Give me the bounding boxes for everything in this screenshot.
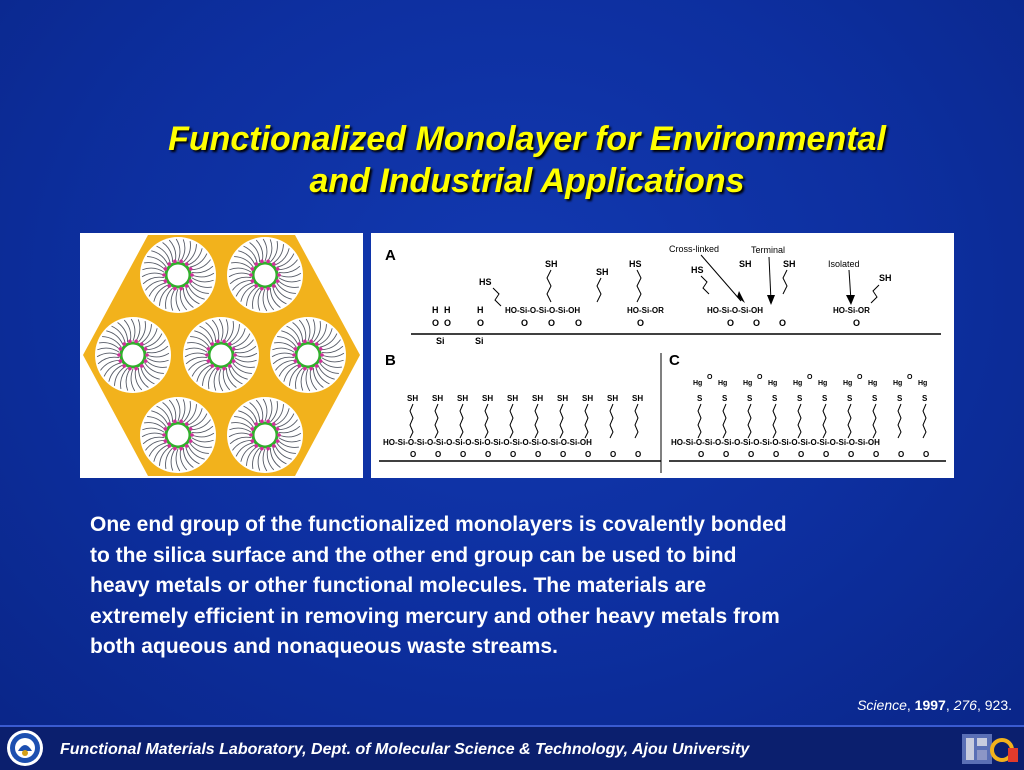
micelle-pore [95,317,171,393]
monolayer-schematic-image [371,233,954,478]
si-label: Si [436,336,445,346]
hs-label: HS [691,265,704,275]
hosior-label: HO-Si-OR [627,306,664,315]
sh-label: SH [607,394,619,403]
crosslinked-chain-1 [479,259,609,328]
sh-label: SH [457,394,469,403]
title-line-1: Functionalized Monolayer for Environmental [168,120,886,158]
s-label: S [722,394,728,403]
o-label: O [823,450,830,459]
micelle-pore [227,237,303,313]
s-label: S [872,394,878,403]
o-label: O [637,318,645,328]
o-label: O [907,374,913,381]
description-line-4: extremely efficient in removing mercury and other heavy metals from [90,604,780,628]
description-line-1: One end group of the functionalized monolayers is covalently bonded [90,513,787,536]
description-line-2: to the silica surface and the other end group can be used to bind [90,543,737,567]
citation-year: 1997 [914,697,946,713]
sh-label: SH [783,259,796,269]
bare-silica-group [432,305,484,346]
sh-label: SH [632,394,644,403]
panel-b-monolayer [379,353,661,473]
description-line-5: both aqueous and nonaqueous waste streams. [90,635,558,658]
citation-page: 923. [984,697,1012,713]
o-label: O [435,450,442,459]
sh-label: SH [739,259,752,269]
siloxane-label-2: HO-Si-O-Si-OH [707,306,763,315]
s-label: S [797,394,803,403]
cross-linked-label: Cross-linked [669,244,720,254]
footer-bar [0,725,1024,770]
hg-label: Hg [843,380,853,387]
o-label: O [757,374,763,381]
s-label: S [697,394,703,403]
citation-journal: Science [857,697,907,713]
sh-label: SH [482,394,494,403]
o-label: O [432,318,440,328]
sh-label: SH [507,394,519,403]
micelle-pore [140,237,216,313]
panel-label-a: A [385,247,396,264]
o-label: O [635,450,642,459]
hg-label: Hg [818,380,828,387]
o-label: O [575,318,583,328]
hg-label: Hg [743,380,753,387]
s-label: S [897,394,903,403]
sh-label: SH [582,394,594,403]
s-label: S [822,394,828,403]
h-label: H [444,305,451,315]
micelle-pore [270,317,346,393]
citation-sep: , [945,697,954,713]
isolated-chain [833,270,892,328]
o-label: O [748,450,755,459]
o-label: O [923,450,930,459]
o-label: O [798,450,805,459]
description-paragraph [90,510,960,663]
hg-label: Hg [893,380,903,387]
o-label: O [779,318,787,328]
o-label: O [460,450,467,459]
hg-label: Hg [693,380,703,387]
s-label: S [922,394,928,403]
citation [857,697,1012,713]
o-label: O [510,450,517,459]
title-line-2: and Industrial Applications [309,162,745,200]
o-label: O [410,450,417,459]
si-label: Si [475,336,484,346]
citation-sep: , [976,697,985,713]
micelle-pore [183,317,259,393]
o-label: O [898,450,905,459]
o-label: O [548,318,556,328]
crosslinked-chain-2 [691,255,796,328]
o-label: O [444,318,452,328]
monolayer-schematic-figure [371,233,954,478]
o-label: O [535,450,542,459]
o-label: O [773,450,780,459]
sh-label: SH [557,394,569,403]
o-label: O [848,450,855,459]
hosior-label: HO-Si-OR [833,306,870,315]
university-seal-logo [6,729,44,767]
mesoporous-hexagon-figure [80,233,363,478]
o-label: O [610,450,617,459]
o-label: O [723,450,730,459]
description-line-3: heavy metals or other functional molecules. The materials are [90,574,707,597]
citation-sep: , [906,697,915,713]
h-label: H [477,305,484,315]
siloxane-label: HO-Si-O-Si-O-Si-OH [505,306,581,315]
s-label: S [747,394,753,403]
footer-lab-name: Functional Materials Laboratory, Dept. of Molecular Science & Technology, Ajou University [60,741,750,758]
sh-label: SH [545,259,558,269]
o-label: O [753,318,761,328]
hg-label: Hg [793,380,803,387]
hg-label: Hg [868,380,878,387]
o-label: O [707,374,713,381]
sh-label: SH [407,394,419,403]
chain-label: HO-Si-O-Si-O-Si-O-Si-O-Si-O-Si-O-Si-O-Si-O-Si-O-Si-OH [671,438,880,447]
o-label: O [873,450,880,459]
sh-label: SH [596,267,609,277]
single-chain-a [627,259,664,328]
o-label: O [560,450,567,459]
sh-label: SH [879,273,892,283]
o-label: O [485,450,492,459]
o-label: O [857,374,863,381]
hs-label: HS [479,277,492,287]
s-label: S [847,394,853,403]
o-label: O [477,318,485,328]
o-label: O [727,318,735,328]
sh-label: SH [532,394,544,403]
citation-volume: 276 [953,697,977,713]
hg-label: Hg [918,380,928,387]
slide-title [60,118,994,202]
o-label: O [853,318,861,328]
chain-label: HO-Si-O-Si-O-Si-O-Si-O-Si-O-Si-O-Si-O-Si-O-Si-O-Si-OH [383,438,592,447]
micelle-pore [227,397,303,473]
hs-label: HS [629,259,642,269]
micelle-pore [140,397,216,473]
panel-label-b: B [385,352,396,369]
hg-label: Hg [718,380,728,387]
panel-c-mercury-monolayer [669,374,946,461]
terminal-label: Terminal [751,245,786,255]
isolated-label: Isolated [828,259,860,269]
hg-label: Hg [768,380,778,387]
panel-label-c: C [669,352,680,369]
o-label: O [521,318,529,328]
h-label: H [432,305,439,315]
o-label: O [585,450,592,459]
o-label: O [807,374,813,381]
hexagon-array-image [80,233,363,478]
s-label: S [772,394,778,403]
lab-logo [962,732,1020,766]
o-label: O [698,450,705,459]
sh-label: SH [432,394,444,403]
